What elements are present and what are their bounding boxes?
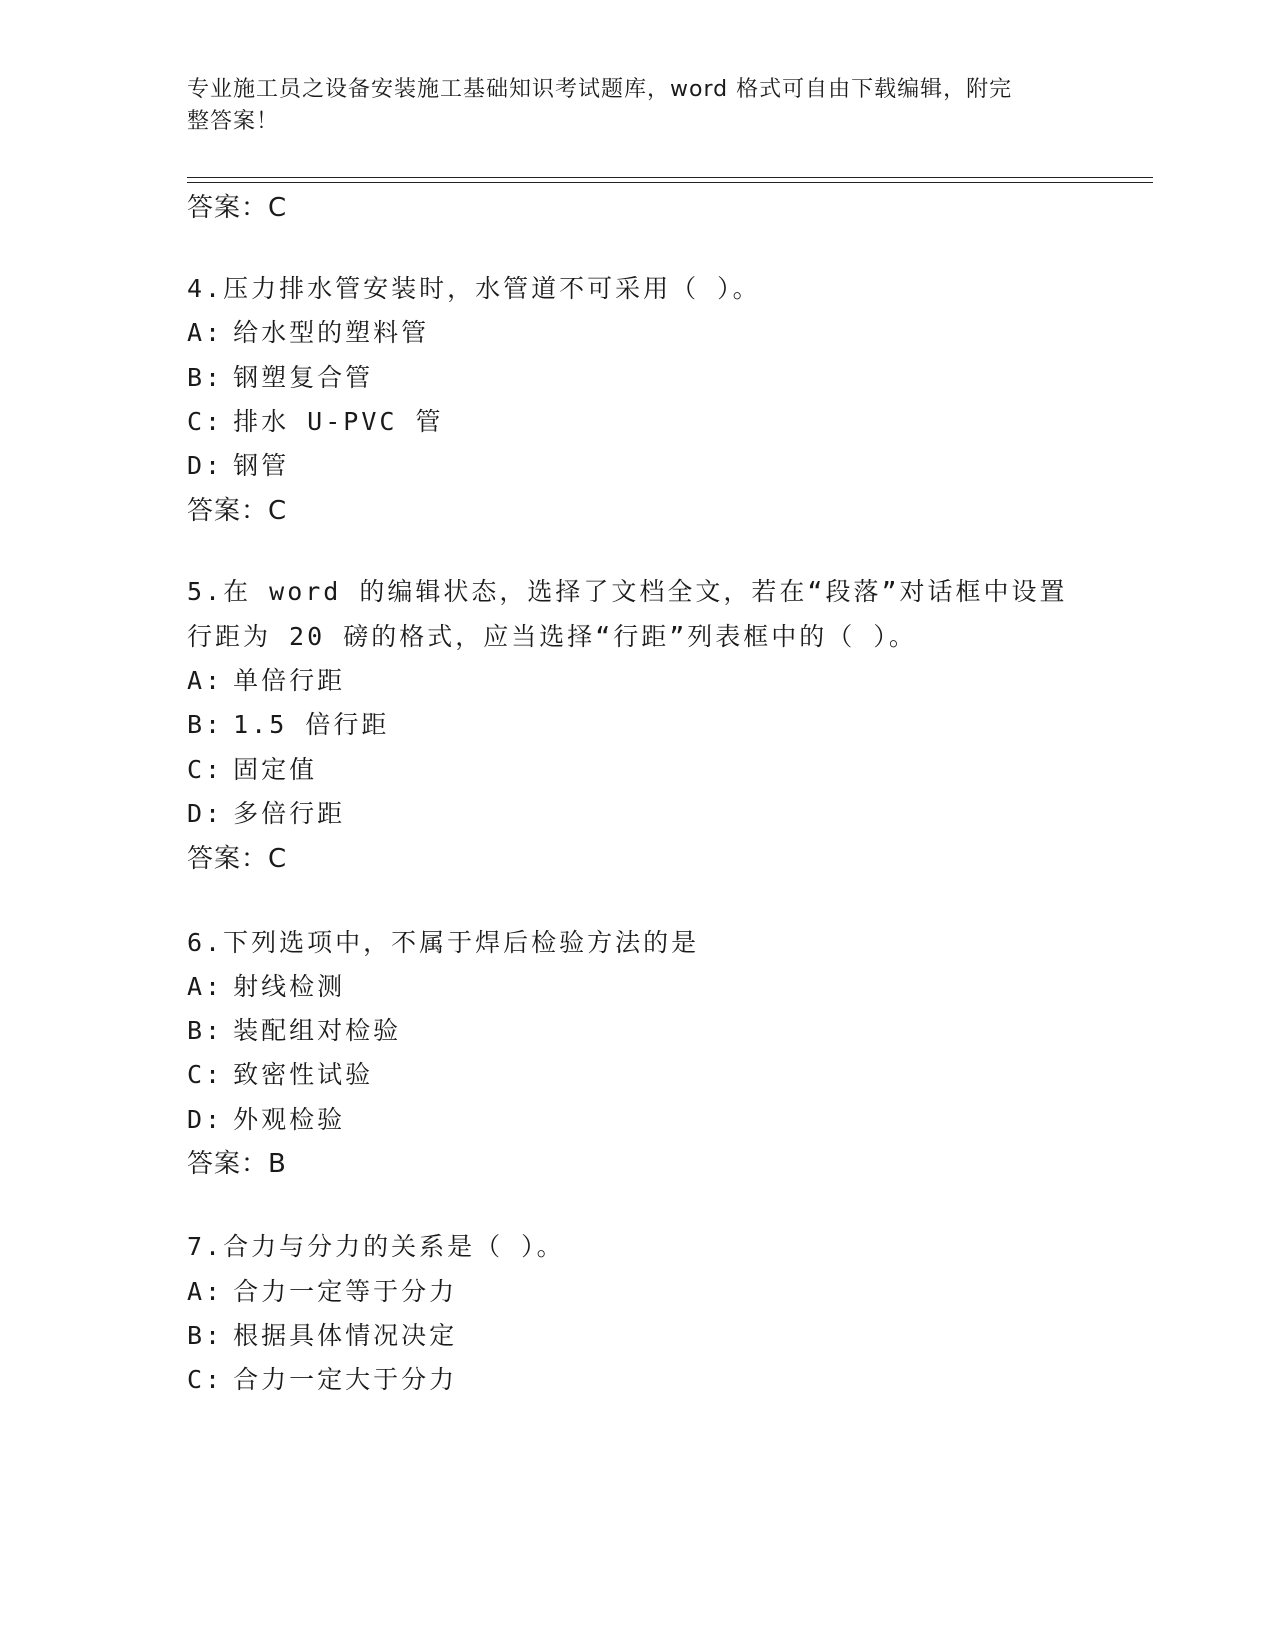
option-letter: A: [187, 318, 224, 347]
q5-option-a [187, 664, 345, 698]
option-letter: B: [187, 710, 224, 739]
q7-option-b [187, 1319, 457, 1353]
option-letter: A: [187, 972, 224, 1001]
option-text: 合力一定大于分力 [233, 1365, 458, 1394]
option-letter: C: [187, 407, 224, 436]
option-letter: C: [187, 755, 224, 784]
option-text: 单倍行距 [233, 666, 346, 695]
q7-option-c [187, 1363, 457, 1397]
q5-option-d [187, 797, 345, 831]
header-divider-bottom [187, 182, 1153, 183]
option-letter: A: [187, 1277, 224, 1306]
q5-option-c [187, 753, 317, 787]
q4-option-b [187, 361, 373, 395]
answer-q4: 答案：C [187, 496, 288, 526]
answer-q5: 答案：C [187, 844, 288, 874]
option-text: 1.5 倍行距 [233, 710, 390, 739]
q7-option-a [187, 1275, 457, 1309]
option-text: 排水 U-PVC 管 [233, 407, 444, 436]
q5-option-b [187, 708, 389, 742]
q6-option-c [187, 1058, 373, 1092]
option-text: 根据具体情况决定 [233, 1321, 458, 1350]
answer-q3: 答案：C [187, 193, 288, 223]
option-letter: D: [187, 451, 224, 480]
option-text: 钢管 [233, 451, 290, 480]
option-letter: A: [187, 666, 224, 695]
option-text: 合力一定等于分力 [233, 1277, 458, 1306]
option-text: 装配组对检验 [233, 1016, 402, 1045]
answer-q6: 答案：B [187, 1149, 287, 1179]
question-6: 6.下列选项中，不属于焊后检验方法的是 [187, 928, 700, 957]
option-text: 钢塑复合管 [233, 363, 374, 392]
header-line-2: 整答案！ [187, 109, 280, 134]
question-5-line-2: 行距为 20 磅的格式，应当选择“行距”列表框中的（ ）。 [187, 622, 917, 651]
q6-option-b [187, 1014, 401, 1048]
question-7: 7.合力与分力的关系是（ ）。 [187, 1232, 565, 1261]
option-text: 多倍行距 [233, 799, 346, 828]
document-header [187, 74, 1067, 138]
option-letter: B: [187, 1321, 224, 1350]
option-text: 外观检验 [233, 1105, 346, 1134]
q4-option-d [187, 449, 289, 483]
q6-option-d [187, 1103, 345, 1137]
option-text: 射线检测 [233, 972, 346, 1001]
question-5-line-1: 5.在 word 的编辑状态，选择了文档全文，若在“段落”对话框中设置 [187, 577, 1068, 606]
header-line-1: 专业施工员之设备安装施工基础知识考试题库，word 格式可自由下载编辑，附完 [187, 77, 1013, 102]
q4-option-a [187, 316, 429, 350]
option-letter: C: [187, 1365, 224, 1394]
q6-option-a [187, 970, 345, 1004]
option-text: 给水型的塑料管 [233, 318, 430, 347]
option-text: 致密性试验 [233, 1060, 374, 1089]
option-letter: D: [187, 799, 224, 828]
q4-option-c [187, 405, 443, 439]
option-letter: B: [187, 1016, 224, 1045]
option-letter: D: [187, 1105, 224, 1134]
option-letter: C: [187, 1060, 224, 1089]
header-divider-top [187, 177, 1153, 178]
option-letter: B: [187, 363, 224, 392]
question-4: 4.压力排水管安装时，水管道不可采用（ ）。 [187, 274, 761, 303]
option-text: 固定值 [233, 755, 318, 784]
